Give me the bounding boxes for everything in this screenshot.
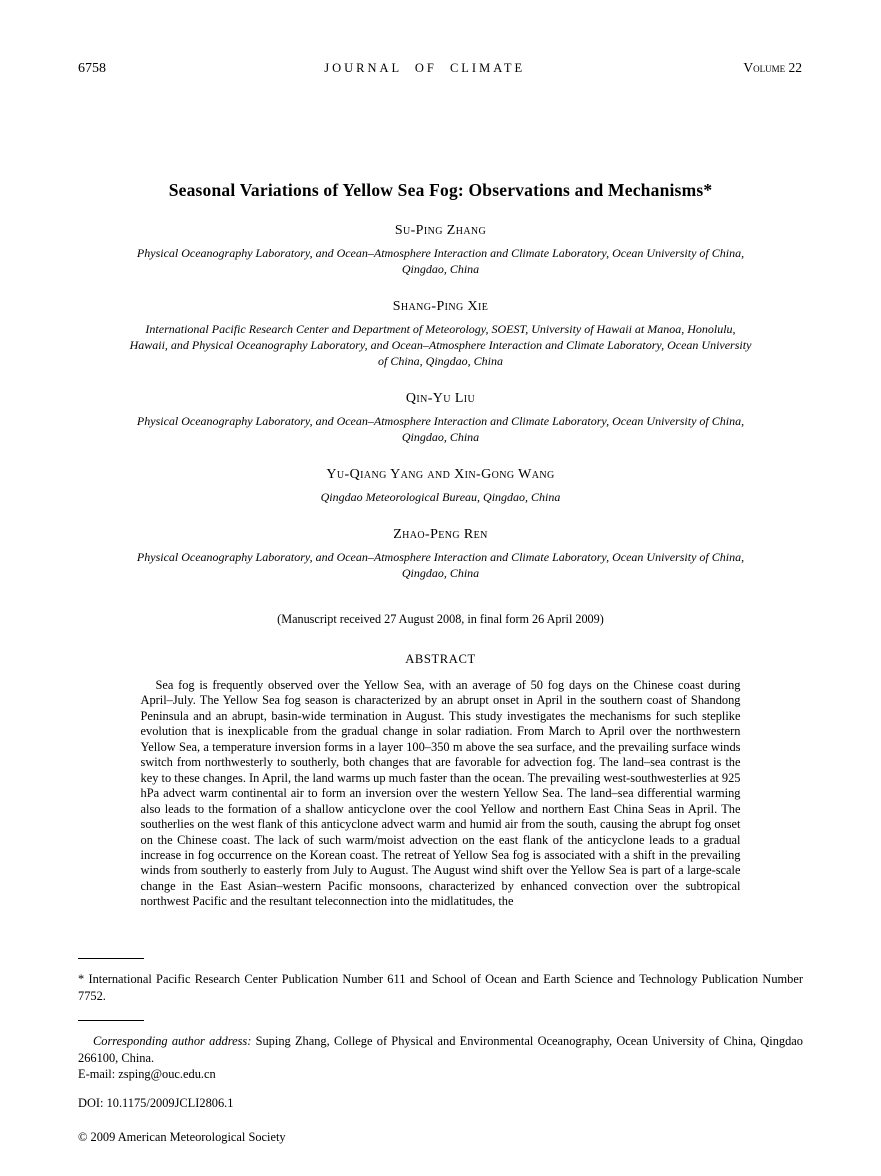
author-name-5: Zhao-Peng Ren [393, 527, 488, 542]
corresponding-author-text [78, 1033, 803, 1066]
copyright-line: © 2009 American Meteorological Society [78, 1130, 286, 1144]
corresponding-author-label: Corresponding author address: [93, 1034, 252, 1048]
running-head [78, 60, 802, 77]
doi-line: DOI: 10.1175/2009JCLI2806.1 [78, 1096, 234, 1110]
footnote-divider-2 [78, 1020, 144, 1021]
author-affiliation-2: International Pacific Research Center and Department of Meteorology, SOEST, University of Hawaii at Manoa, Honolulu, Hawaii, and Physical Oceanography Laboratory, and Ocean–Atmosphere Interaction and Climate Laboratory, Ocean University of China, Qingdao, China [129, 322, 752, 368]
page-number: 6758 [78, 61, 106, 76]
author-affiliation-4: Qingdao Meteorological Bureau, Qingdao, China [320, 490, 561, 504]
abstract-heading: ABSTRACT [405, 652, 476, 666]
corresponding-author-address: Suping Zhang, College of Physical and Environmental Oceanography, Ocean University of China, Qingdao 266100, China. [78, 1034, 803, 1065]
author-affiliation-3: Physical Oceanography Laboratory, and Ocean–Atmosphere Interaction and Climate Laboratory, Ocean University of China, Qingdao, China [136, 414, 745, 444]
manuscript-received-note: (Manuscript received 27 August 2008, in final form 26 April 2009) [277, 612, 604, 626]
publication-footnote: * International Pacific Research Center Publication Number 611 and School of Ocean and Earth Science and Technology Publication Number 7752. [78, 972, 803, 1003]
author-affiliation-1: Physical Oceanography Laboratory, and Ocean–Atmosphere Interaction and Climate Laboratory, Ocean University of China, Qingdao, China [136, 246, 745, 276]
abstract-text: Sea fog is frequently observed over the Yellow Sea, with an average of 50 fog days on the Chinese coast during April–July. The Yellow Sea fog season is characterized by an abrupt onset in April in the southern coast of Shandong Peninsula and an abrupt, basin-wide termination in August. This study investigates the mechanisms for such steplike evolution that is inexplicable from the gradual change in solar radiation. From March to April over the northwestern Yellow Sea, a temperature inversion forms in a layer 100–350 m above the sea surface, and the prevailing surface winds switch from northwesterly to southerly, both changes that are favorable for advection fog. The land–sea contrast is the key to these changes. In April, the land warms up much faster than the ocean. The prevailing west-southwesterlies at 925 hPa advect warm continental air to form an inversion over the western Yellow Sea. The land–sea differential warming also leads to the formation of a shallow anticyclone over the cool Yellow and northern East China Seas in April. The southerlies on the west flank of this anticyclone advect warm and humid air from the south, causing the abrupt fog onset on the Chinese coast. The lack of such warm/moist advection on the east flank of the anticyclone leads to a gradual increase in fog occurrence on the Korean coast. The retreat of Yellow Sea fog is associated with a shift in the prevailing winds from southerly to easterly from July to August. The August wind shift over the Yellow Sea is part of a large-scale change in the East Asian–western Pacific monsoons, characterized by enhanced convection over the subtropical northwest Pacific and the resultant teleconnection into the midlatitudes, the [140, 678, 741, 909]
author-affiliation-5: Physical Oceanography Laboratory, and Ocean–Atmosphere Interaction and Climate Laboratory, Ocean University of China, Qingdao, China [136, 550, 745, 580]
author-name-4: Yu-Qiang Yang and Xin-Gong Wang [326, 467, 555, 482]
footnote-divider-1 [78, 958, 144, 959]
author-name-2: Shang-Ping Xie [392, 299, 489, 314]
author-name-3: Qin-Yu Liu [405, 391, 476, 406]
article-title: Seasonal Variations of Yellow Sea Fog: Observations and Mechanisms* [168, 180, 713, 200]
journal-name: JOURNAL OF CLIMATE [324, 61, 526, 75]
email-line: E-mail: zsping@ouc.edu.cn [78, 1067, 216, 1081]
volume-label: Volume 22 [743, 60, 802, 75]
corresponding-author-footnote [78, 1033, 803, 1083]
author-name-1: Su-Ping Zhang [394, 223, 487, 238]
front-matter [0, 180, 881, 910]
